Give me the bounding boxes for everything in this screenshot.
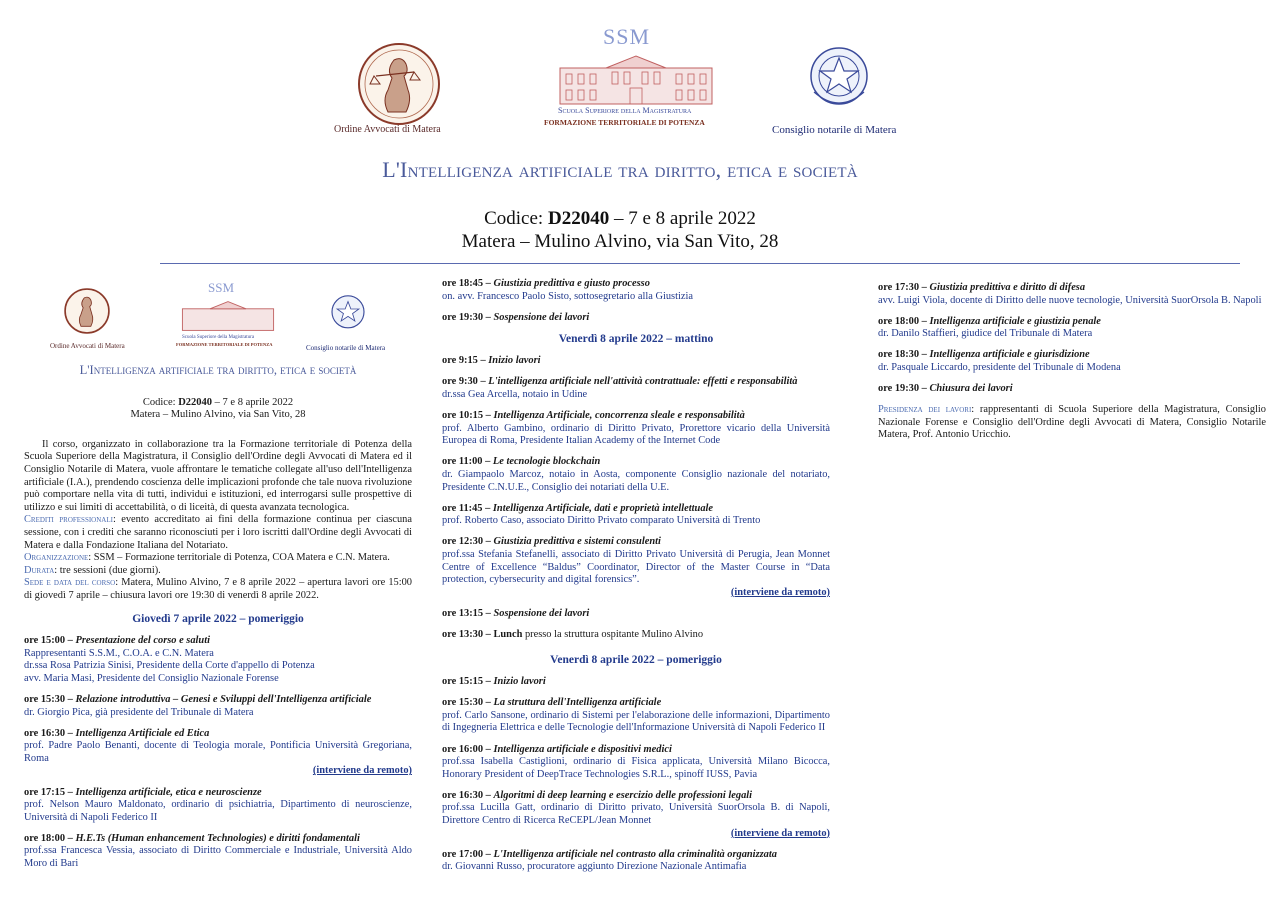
schedule-item xyxy=(24,787,412,825)
dur-paragraph xyxy=(24,565,412,578)
right-items xyxy=(878,282,1266,396)
schedule-title: Sospensione dei lavori xyxy=(493,311,590,323)
ssm-line1: Scuola Superiore della Magistratura xyxy=(558,106,692,115)
schedule-item xyxy=(24,694,412,719)
schedule-item-heading xyxy=(878,349,1266,362)
schedule-item xyxy=(442,608,830,621)
credits-paragraph xyxy=(24,514,412,552)
schedule-item xyxy=(442,790,830,840)
lunch-item xyxy=(442,629,830,642)
sede-text: : Matera, Mulino Alvino, 7 e 8 aprile 2022 – apertura lavori ore 15:00 di giovedì 7 aprile – chiusura lavori ore 19:30 di venerdì 8 aprile 2022. xyxy=(24,577,413,601)
schedule-title: Relazione introduttiva – Genesi e Sviluppi dell'Intelligenza artificiale xyxy=(75,693,372,705)
schedule-time: ore 19:30 – xyxy=(442,311,494,323)
schedule-item-heading xyxy=(24,833,412,846)
speaker-line: avv. Luigi Viola, docente di Diritto delle nuove tecnologie, Università SuorOrsola B. Napoli xyxy=(878,294,1262,306)
schedule-item xyxy=(24,635,412,685)
schedule-time: ore 10:15 – xyxy=(442,410,494,422)
left-place: Matera – Mulino Alvino, via San Vito, 28 xyxy=(130,409,306,421)
day-heading-friday-morning: Venerdì 8 aprile 2022 – mattino xyxy=(558,332,714,345)
left-title: L'Intelligenza artificiale tra diritto, etica e società xyxy=(79,363,357,377)
schedule-item-heading xyxy=(442,744,830,757)
schedule-time: ore 16:30 – xyxy=(24,727,76,739)
speaker-line: avv. Maria Masi, Presidente del Consiglio Nazionale Forense xyxy=(24,672,279,684)
schedule-title: Le tecnologie blockchain xyxy=(492,456,601,468)
header-place: Matera – Mulino Alvino, via San Vito, 28 xyxy=(461,231,779,252)
sede-label: Sede e data del corso xyxy=(24,577,116,589)
speaker-line: prof.ssa Francesca Vessia, associato di Diritto Commerciale e Industriale, Università Aldo Moro di Bari xyxy=(24,845,412,869)
schedule-item xyxy=(442,676,830,689)
avvocati-seal-icon xyxy=(354,42,444,126)
code-prefix: Codice: xyxy=(484,208,548,229)
schedule-title: Inizio lavori xyxy=(488,355,541,367)
sede-paragraph xyxy=(24,577,412,602)
speaker-line: prof. Carlo Sansone, ordinario di Sistemi per l'elaborazione delle informazioni, Dipartimento di Ingegneria Elettrica e delle Tecnologie dell'Informazione Università di Napoli Federico II xyxy=(442,709,830,734)
schedule-item xyxy=(878,383,1266,396)
schedule-item xyxy=(442,376,830,401)
schedule-time: ore 12:30 – xyxy=(442,536,494,548)
schedule-title: Chiusura dei lavori xyxy=(929,383,1013,395)
schedule-item xyxy=(442,536,830,599)
schedule-title: Sospensione dei lavori xyxy=(493,607,590,619)
schedule-title: Intelligenza artificiale, etica e neuroscienze xyxy=(75,786,262,798)
schedule-item xyxy=(878,316,1266,341)
schedule-title: L'Intelligenza artificiale nel contrasto alla criminalità organizzata xyxy=(493,848,777,860)
small-logo-notarile xyxy=(306,292,396,354)
schedule-title: Intelligenza artificiale e dispositivi medici xyxy=(493,743,672,755)
schedule-item-heading xyxy=(24,635,412,648)
schedule-time: ore 17:30 – xyxy=(878,282,930,293)
schedule-time: ore 18:45 – xyxy=(442,278,494,289)
schedule-title: Giustizia predittiva e diritto di difesa xyxy=(929,282,1086,293)
speaker-line: prof.ssa Stefania Stefanelli, associato di Diritto Privato Università di Perugia, Jean Monnet Centre of Excellence “Baldus” Coordinator, Director of the Master Course in “Data protection, cybersecurity and digital forensics”. xyxy=(442,549,830,586)
small-logos xyxy=(24,282,412,356)
ssm-line2-small: FORMAZIONE TERRITORIALE DI POTENZA xyxy=(176,342,273,347)
page-title: L'Intelligenza artificiale tra diritto, etica e società xyxy=(382,157,858,182)
left-code xyxy=(24,397,412,410)
code-suffix: – 7 e 8 aprile 2022 xyxy=(609,208,756,229)
schedule-time: ore 11:00 – xyxy=(442,456,493,468)
emblem-star-icon xyxy=(804,42,874,114)
remote-note: (interviene da remoto) xyxy=(730,827,830,839)
middle-items-afternoon xyxy=(442,676,830,874)
ssm-building-icon xyxy=(180,300,276,332)
org-text: : SSM – Formazione territoriale di Potenza, COA Matera e C.N. Matera. xyxy=(88,552,390,564)
schedule-title: La struttura dell'Intelligenza artificiale xyxy=(493,697,662,709)
schedule-item-heading xyxy=(442,849,830,862)
schedule-title: Intelligenza artificiale e giurisdizione xyxy=(929,349,1090,361)
schedule-time: ore 15:00 – xyxy=(24,635,76,647)
schedule-time: ore 16:00 – xyxy=(442,743,494,755)
schedule-title: Inizio lavori xyxy=(493,676,546,688)
schedule-title: Giustizia predittiva e sistemi consulenti xyxy=(493,536,661,548)
dur-label: Durata xyxy=(24,564,55,576)
schedule-item-heading xyxy=(442,608,830,621)
schedule-item-heading xyxy=(442,376,830,389)
middle-items-morning xyxy=(442,355,830,620)
avvocati-caption: Ordine Avvocati di Matera xyxy=(334,124,441,135)
schedule-item xyxy=(24,833,412,871)
ssm-mark-small: SSM xyxy=(208,280,235,295)
dur-text: : tre sessioni (due giorni). xyxy=(54,564,161,576)
schedule-item-heading xyxy=(442,312,830,325)
remote-note: (interviene da remoto) xyxy=(312,765,412,777)
schedule-item-heading xyxy=(878,282,1266,295)
schedule-item xyxy=(442,456,830,494)
schedule-time: ore 17:15 – xyxy=(24,786,76,798)
speaker-line: prof.ssa Isabella Castiglioni, ordinario di Fisica applicata, Università Milano Bicocca, Honorary President of DeepTrace Technologies S.R.L., spinoff IUSS, Pavia xyxy=(442,756,830,780)
speaker-line: prof. Alberto Gambino, ordinario di Diritto Privato, Prorettore vicario della Università Europea di Roma, Presidente Italian Academy of the Internet Code xyxy=(442,422,830,447)
header-divider xyxy=(160,263,1240,264)
schedule-item-heading xyxy=(878,316,1266,329)
org-label: Organizzazione xyxy=(24,552,89,564)
speaker-line: on. avv. Francesco Paolo Sisto, sottosegretario alla Giustizia xyxy=(442,290,693,302)
schedule-item xyxy=(878,282,1266,307)
logo-notarile xyxy=(768,42,918,140)
remote-note: (interviene da remoto) xyxy=(730,586,830,598)
schedule-time: ore 15:15 – xyxy=(442,676,494,688)
presidency-label: Presidenza dei lavori xyxy=(878,404,972,416)
day-heading-thursday: Giovedì 7 aprile 2022 – pomeriggio xyxy=(132,612,304,625)
schedule-title: Intelligenza Artificiale ed Etica xyxy=(75,727,210,739)
left-code-value: D22040 xyxy=(178,396,213,408)
small-logo-avvocati xyxy=(48,288,128,354)
header-code xyxy=(0,208,1240,230)
schedule-item-heading xyxy=(442,676,830,689)
ssm-mark: SSM xyxy=(603,24,651,49)
speaker-line: dr. Giovanni Russo, procuratore aggiunto Direzione Nazionale Antimafia xyxy=(442,861,747,873)
middle-column xyxy=(442,278,830,882)
schedule-title: Giustizia predittiva e giusto processo xyxy=(493,278,650,289)
credits-label: Crediti professionali xyxy=(24,514,113,526)
speaker-line: Rappresentanti S.S.M., C.O.A. e C.N. Matera xyxy=(24,647,214,659)
schedule-item-heading xyxy=(878,383,1266,396)
schedule-title: Intelligenza Artificiale, dati e proprietà intellettuale xyxy=(492,502,714,514)
schedule-item-heading xyxy=(442,410,830,423)
schedule-item xyxy=(442,278,830,303)
schedule-title: L'intelligenza artificiale nell'attività contrattuale: effetti e responsabilità xyxy=(488,376,798,388)
code-value: D22040 xyxy=(547,208,610,229)
schedule-time: ore 18:30 – xyxy=(878,349,930,361)
middle-items-top xyxy=(442,278,830,324)
schedule-item-heading xyxy=(24,694,412,707)
schedule-item xyxy=(442,744,830,782)
speaker-line: prof.ssa Lucilla Gatt, ordinario di Diritto privato, Università SuorOrsola B. di Napoli, Direttore Centro di Ricerca ReCEPL/Jean Monnet xyxy=(442,802,830,826)
notarile-caption: Consiglio notarile di Matera xyxy=(772,124,897,136)
schedule-item xyxy=(442,849,830,874)
org-paragraph xyxy=(24,552,412,565)
schedule-title: Presentazione del corso e saluti xyxy=(75,635,210,647)
ssm-building-icon xyxy=(556,54,716,106)
schedule-item-heading xyxy=(442,503,830,516)
speaker-line: dr. Pasquale Liccardo, presidente del Tribunale di Modena xyxy=(878,361,1121,373)
schedule-item xyxy=(442,312,830,325)
lunch-bold: Lunch xyxy=(493,628,523,640)
schedule-time: ore 11:45 – xyxy=(442,502,493,514)
schedule-title: Intelligenza Artificiale, concorrenza sleale e responsabilità xyxy=(493,410,745,422)
small-logo-ssm xyxy=(174,282,284,356)
schedule-time: ore 15:30 – xyxy=(442,697,494,709)
schedule-time: ore 16:30 – xyxy=(442,789,494,801)
speaker-line: dr.ssa Rosa Patrizia Sinisi, Presidente della Corte d'appello di Potenza xyxy=(24,660,315,672)
presidency-text: : rappresentanti di Scuola Superiore della Magistratura, Consiglio Nazionale Forense e Consiglio dell'Ordine degli Avvocati di Matera, Consiglio Notarile Matera, Prof. Antonio Uricchio. xyxy=(878,404,1266,441)
schedule-item xyxy=(442,410,830,448)
logo-avvocati xyxy=(332,42,462,137)
schedule-time: ore 18:00 – xyxy=(24,832,76,844)
schedule-item-heading xyxy=(24,728,412,741)
schedule-time: ore 15:30 – xyxy=(24,693,76,705)
schedule-item xyxy=(24,728,412,778)
day-heading-friday-afternoon: Venerdì 8 aprile 2022 – pomeriggio xyxy=(550,653,722,666)
schedule-time: ore 19:30 – xyxy=(878,383,930,395)
schedule-title: H.E.Ts (Human enhancement Technologies) e diritti fondamentali xyxy=(75,832,360,844)
credits-text: : evento accreditato ai fini della formazione continua per ciascuna sessione, con i crediti che saranno riconosciuti per i loro iscritti dall'Ordine degli Avvocati di Matera e dalla Fondazione Italiana del Notariato. xyxy=(24,514,412,551)
left-column xyxy=(24,282,412,879)
schedule-item xyxy=(442,355,830,368)
schedule-item xyxy=(878,349,1266,374)
schedule-item-heading xyxy=(442,456,830,469)
speaker-line: prof. Nelson Mauro Maldonato, ordinario di psichiatria, Dipartimento di neuroscienze, Università di Napoli Federico II xyxy=(24,799,412,823)
schedule-item xyxy=(442,503,830,528)
schedule-item-heading xyxy=(24,787,412,800)
ssm-line1-small: Scuola Superiore della Magistratura xyxy=(182,335,255,340)
schedule-title: Algoritmi di deep learning e esercizio delle professioni legali xyxy=(493,789,753,801)
schedule-time: ore 9:30 – xyxy=(442,376,489,388)
speaker-line: dr. Danilo Staffieri, giudice del Tribunale di Matera xyxy=(878,328,1093,340)
schedule-item-heading xyxy=(442,697,830,710)
avvocati-seal-icon xyxy=(62,288,112,334)
schedule-title: Intelligenza artificiale e giustizia penale xyxy=(929,315,1101,327)
schedule-time: ore 13:15 – xyxy=(442,607,494,619)
lunch-rest: presso la struttura ospitante Mulino Alvino xyxy=(522,628,704,640)
schedule-time: ore 17:00 – xyxy=(442,848,494,860)
speaker-line: prof. Padre Paolo Benanti, docente di Teologia morale, Pontificia Università Gregoriana, Roma xyxy=(24,740,412,764)
schedule-item xyxy=(442,697,830,735)
speaker-line: prof. Roberto Caso, associato Diritto Privato comparato Università di Trento xyxy=(442,515,761,527)
schedule-item-heading xyxy=(442,355,830,368)
schedule-item-heading xyxy=(442,278,830,291)
left-items xyxy=(24,635,412,871)
schedule-item-heading xyxy=(442,790,830,803)
schedule-time: ore 18:00 – xyxy=(878,315,930,327)
lunch-time: ore 13:30 – xyxy=(442,628,494,640)
emblem-star-icon xyxy=(328,292,368,334)
intro-paragraph: Il corso, organizzato in collaborazione tra la Formazione territoriale di Potenza della Scuola Superiore della Magistratura, il Consiglio dell'Ordine degli Avvocati di Matera ed il Consiglio Notarile di Matera, vuole affrontare le tematiche collegate all'uso dell'Intelligenza artificiale (I.A.), prendendo coscienza delle implicazioni profonde che tale nuova rivoluzione può comportare nella vita di tutti, individui e istituzioni, ed interrogarsi sulle prospettive di utilizzo e sui limiti di accettabilità, o di liceità, di questa avanzata tecnologica. xyxy=(24,438,412,513)
speaker-line: dr.ssa Gea Arcella, notaio in Udine xyxy=(442,389,588,401)
schedule-time: ore 9:15 – xyxy=(442,355,489,367)
speaker-line: dr. Giorgio Pica, già presidente del Tribunale di Matera xyxy=(24,706,254,718)
ssm-line2: FORMAZIONE TERRITORIALE DI POTENZA xyxy=(544,118,705,127)
logo-ssm xyxy=(544,22,728,132)
presidency-paragraph xyxy=(878,404,1266,442)
left-code-suffix: – 7 e 8 aprile 2022 xyxy=(212,396,294,408)
avvocati-caption-small: Ordine Avvocati di Matera xyxy=(50,342,125,350)
notarile-caption-small: Consiglio notarile di Matera xyxy=(306,344,386,352)
left-code-prefix: Codice: xyxy=(142,396,179,408)
schedule-item-heading xyxy=(442,536,830,549)
right-column xyxy=(878,282,1266,442)
speaker-line: dr. Giampaolo Marcoz, notaio in Aosta, componente Consiglio nazionale del notariato, Presidente C.N.U.E., Consiglio dei notariati della U.E. xyxy=(442,469,830,493)
